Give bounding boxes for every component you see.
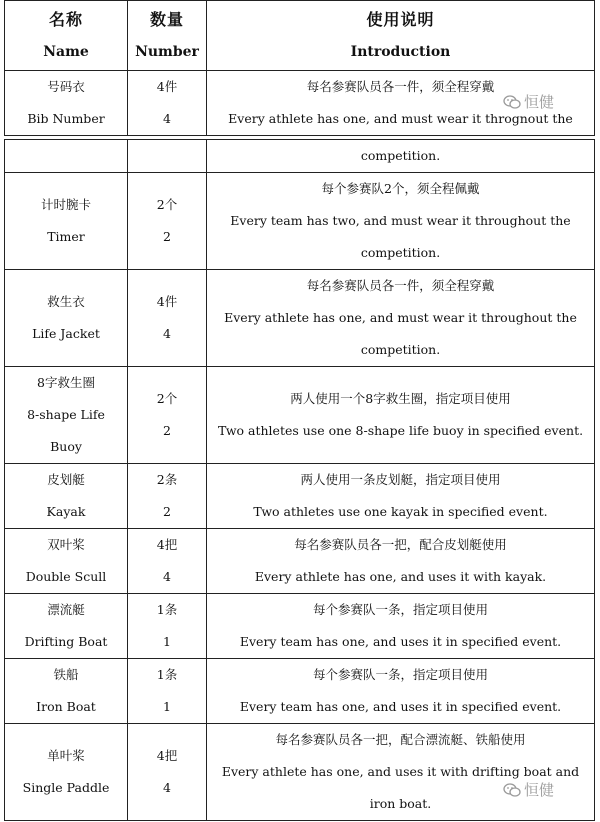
item-quantity-zh: 4把: [156, 537, 178, 552]
item-quantity-zh: 4把: [156, 748, 178, 763]
item-quantity-num: 1: [163, 699, 171, 714]
item-intro-en: Every athlete has one, and uses it with kayak.: [254, 569, 547, 584]
item-name-en: Life Jacket: [32, 326, 100, 341]
item-intro-en: Two athletes use one kayak in specified event.: [253, 504, 548, 519]
item-introduction: [207, 140, 595, 173]
item-intro-en: Every team has two, and must wear it throughout the: [230, 213, 571, 228]
header-introduction: [207, 1, 595, 71]
item-quantity-num: 2: [163, 504, 171, 519]
item-quantity-zh: 2个: [156, 391, 178, 406]
item-name-zh: 漂流艇: [47, 602, 85, 617]
item-name: [5, 270, 128, 367]
item-introduction: [207, 367, 595, 464]
item-name-en: Bib Number: [27, 111, 105, 126]
item-name-zh: 铁船: [53, 667, 79, 682]
item-quantity: [128, 594, 207, 659]
table-row: [5, 594, 595, 659]
item-intro-zh: 每名参赛队员各一件，须全程穿戴: [306, 278, 495, 293]
item-intro-en: Two athletes use one 8-shape life buoy in specified event.: [217, 423, 584, 438]
item-name-zh: 救生衣: [47, 294, 85, 309]
item-quantity-num: 4: [163, 326, 171, 341]
item-quantity: [128, 270, 207, 367]
table-row: [5, 367, 595, 464]
item-name-zh: 号码衣: [47, 79, 85, 94]
item-quantity-num: 2: [163, 423, 171, 438]
watermark-text: 恒健: [524, 781, 555, 799]
item-name: [5, 140, 128, 173]
watermark-text: 恒健: [524, 93, 555, 111]
item-intro-zh: 每名参赛队员各一把，配合漂流艇、铁船使用: [275, 732, 526, 747]
item-quantity: [128, 140, 207, 173]
item-name: [5, 594, 128, 659]
item-quantity-zh: 1条: [156, 667, 178, 682]
item-intro-en: Every athlete has one, and must wear it throughout the: [224, 310, 577, 325]
table-row-continuation: [5, 140, 595, 173]
item-name-zh: 单叶桨: [47, 748, 85, 763]
header-number: [128, 1, 207, 71]
item-intro-en: competition.: [360, 342, 441, 357]
item-intro-zh: 每个参赛队一条，指定项目使用: [312, 667, 488, 682]
watermark: [503, 91, 554, 112]
item-name-en: Drifting Boat: [24, 634, 108, 649]
table-row: [5, 464, 595, 529]
item-name-en: 8-shape Life: [27, 407, 105, 422]
item-quantity-num: 2: [163, 229, 171, 244]
item-introduction: [207, 659, 595, 724]
item-name: [5, 724, 128, 821]
item-intro-zh: 两人使用一条皮划艇，指定项目使用: [300, 472, 501, 487]
item-quantity-zh: 2条: [156, 472, 178, 487]
item-quantity-zh: 1条: [156, 602, 178, 617]
item-quantity-num: 1: [163, 634, 171, 649]
table-row: [5, 659, 595, 724]
item-name-en: Double Scull: [25, 569, 107, 584]
header-row: [5, 1, 595, 71]
item-quantity-zh: 4件: [156, 294, 178, 309]
header-number-zh: 数量: [149, 9, 184, 29]
item-intro-en: competition.: [360, 245, 441, 260]
header-number-en: Number: [135, 43, 199, 60]
item-name: [5, 367, 128, 464]
item-intro-zh: 每名参赛队员各一件，须全程穿戴: [306, 79, 495, 94]
table-row: [5, 173, 595, 270]
item-introduction: [207, 594, 595, 659]
item-intro-en: iron boat.: [369, 796, 432, 811]
header-name-en: Name: [43, 43, 89, 60]
item-introduction: [207, 270, 595, 367]
watermark: [503, 779, 554, 800]
item-intro-en: Every team has one, and uses it in specified event.: [239, 634, 562, 649]
header-intro-zh: 使用说明: [366, 9, 435, 29]
item-name-en: Kayak: [46, 504, 86, 519]
item-name: [5, 173, 128, 270]
item-name: [5, 529, 128, 594]
item-intro-zh: 每名参赛队员各一把，配合皮划艇使用: [294, 537, 507, 552]
item-intro-en: Every team has one, and uses it in specified event.: [239, 699, 562, 714]
item-introduction: [207, 464, 595, 529]
item-name-en: Timer: [47, 229, 85, 244]
item-quantity: [128, 724, 207, 821]
equipment-table-top: [4, 0, 595, 136]
item-quantity-zh: 2个: [156, 197, 178, 212]
item-introduction: [207, 724, 595, 821]
item-introduction: [207, 529, 595, 594]
header-name-zh: 名称: [48, 9, 83, 29]
item-intro-zh: 每个参赛队一条，指定项目使用: [312, 602, 488, 617]
item-quantity: [128, 173, 207, 270]
item-intro-zh: 两人使用一个8字救生圈，指定项目使用: [290, 391, 511, 406]
item-quantity: [128, 367, 207, 464]
item-quantity-num: 4: [163, 569, 171, 584]
item-name-zh: 双叶桨: [47, 537, 85, 552]
table-row: [5, 529, 595, 594]
item-intro-en: competition.: [360, 148, 441, 163]
item-intro-en: Every athlete has one, and uses it with drifting boat and: [221, 764, 580, 779]
item-name: [5, 71, 128, 136]
item-name-zh: 皮划艇: [47, 472, 85, 487]
item-introduction: [207, 173, 595, 270]
item-quantity-zh: 4件: [156, 79, 178, 94]
table-row: [5, 270, 595, 367]
item-quantity: [128, 529, 207, 594]
item-name-en: Iron Boat: [36, 699, 96, 714]
item-name-en: Single Paddle: [22, 780, 110, 795]
equipment-table-bottom: [4, 139, 595, 821]
item-name-zh: 计时腕卡: [40, 197, 91, 212]
item-quantity: [128, 464, 207, 529]
item-quantity-num: 4: [163, 780, 171, 795]
item-name-zh: 8字救生圈: [37, 375, 95, 390]
item-quantity: [128, 71, 207, 136]
table-row: [5, 724, 595, 821]
item-name: [5, 464, 128, 529]
item-quantity-num: 4: [163, 111, 171, 126]
item-name: [5, 659, 128, 724]
header-name: [5, 1, 128, 71]
item-intro-en: Every athlete has one, and must wear it thrognout the: [228, 111, 573, 126]
wechat-icon: [503, 95, 521, 109]
wechat-icon: [503, 783, 521, 797]
item-intro-zh: 每个参赛队2个，须全程佩戴: [321, 181, 480, 196]
item-quantity: [128, 659, 207, 724]
header-intro-en: Introduction: [350, 43, 451, 60]
item-name-en: Buoy: [50, 439, 82, 454]
